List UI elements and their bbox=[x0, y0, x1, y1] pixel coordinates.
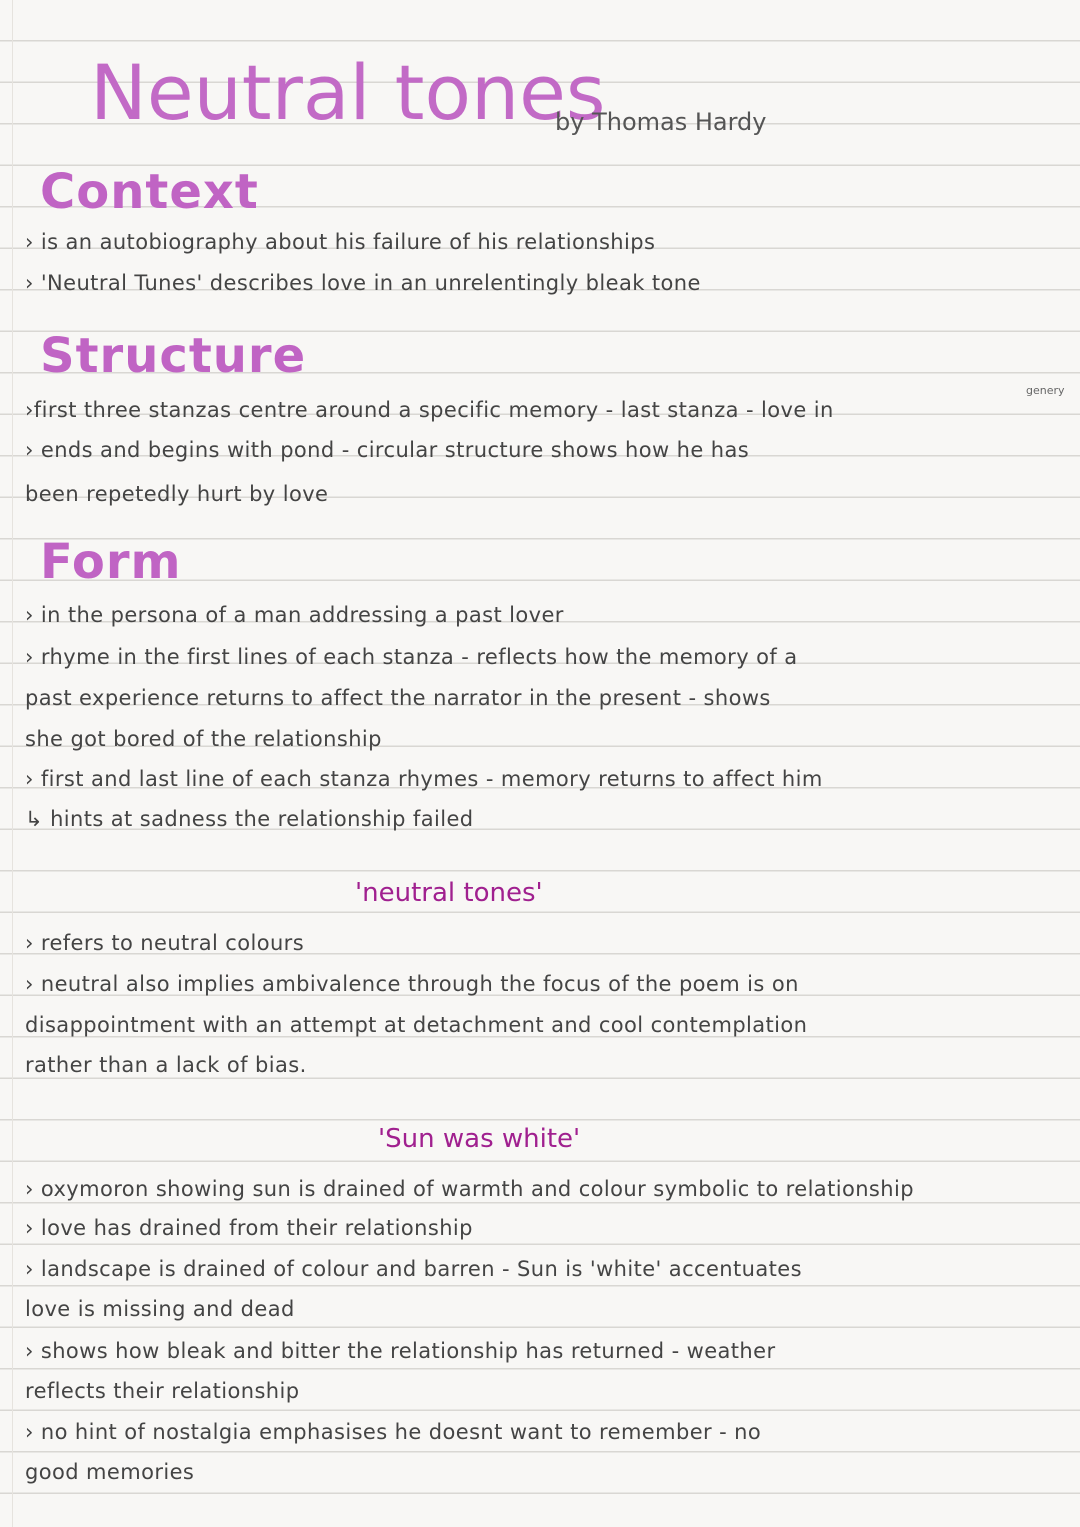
form-line: › in the persona of a man addressing a past lover bbox=[25, 603, 564, 627]
sun-was-white-line: good memories bbox=[25, 1460, 195, 1484]
context-heading: Context bbox=[40, 164, 259, 220]
neutral-tones-line: disappointment with an attempt at detachment and cool contemplation bbox=[25, 1013, 808, 1037]
sun-was-white-line: love is missing and dead bbox=[25, 1297, 295, 1321]
neutral-tones-heading: 'neutral tones' bbox=[355, 878, 543, 908]
structure-line: ›first three stanzas centre around a specific memory - last stanza - love in bbox=[25, 398, 834, 422]
sun-was-white-line: › love has drained from their relationship bbox=[25, 1216, 473, 1240]
neutral-tones-line: › neutral also implies ambivalence through the focus of the poem is on bbox=[25, 972, 799, 996]
structure-line: › ends and begins with pond - circular structure shows how he has bbox=[25, 438, 750, 462]
context-line: › is an autobiography about his failure of his relationships bbox=[25, 230, 656, 254]
structure-line: been repetedly hurt by love bbox=[25, 482, 329, 506]
form-line: ↳ hints at sadness the relationship failed bbox=[25, 807, 474, 831]
neutral-tones-line: rather than a lack of bias. bbox=[25, 1053, 307, 1077]
form-line: she got bored of the relationship bbox=[25, 727, 382, 751]
context-line: › 'Neutral Tunes' describes love in an unrelentingly bleak tone bbox=[25, 271, 701, 295]
byline: by Thomas Hardy bbox=[555, 108, 767, 136]
structure-heading: Structure bbox=[40, 328, 307, 384]
neutral-tones-line: › refers to neutral colours bbox=[25, 931, 305, 955]
margin-note: genery bbox=[1026, 384, 1065, 397]
page-title: Neutral tones bbox=[90, 48, 606, 137]
sun-was-white-line: › no hint of nostalgia emphasises he doesnt want to remember - no bbox=[25, 1420, 762, 1444]
form-heading: Form bbox=[40, 534, 182, 590]
sun-was-white-line: › landscape is drained of colour and barren - Sun is 'white' accentuates bbox=[25, 1257, 802, 1281]
margin-line bbox=[12, 0, 13, 1527]
sun-was-white-line: › oxymoron showing sun is drained of warmth and colour symbolic to relationship bbox=[25, 1177, 914, 1201]
form-line: › rhyme in the first lines of each stanza - reflects how the memory of a bbox=[25, 645, 798, 669]
sun-was-white-line: › shows how bleak and bitter the relationship has returned - weather bbox=[25, 1339, 776, 1363]
sun-was-white-heading: 'Sun was white' bbox=[378, 1124, 581, 1154]
form-line: past experience returns to affect the narrator in the present - shows bbox=[25, 686, 771, 710]
form-line: › first and last line of each stanza rhymes - memory returns to affect him bbox=[25, 767, 823, 791]
sun-was-white-line: reflects their relationship bbox=[25, 1379, 300, 1403]
